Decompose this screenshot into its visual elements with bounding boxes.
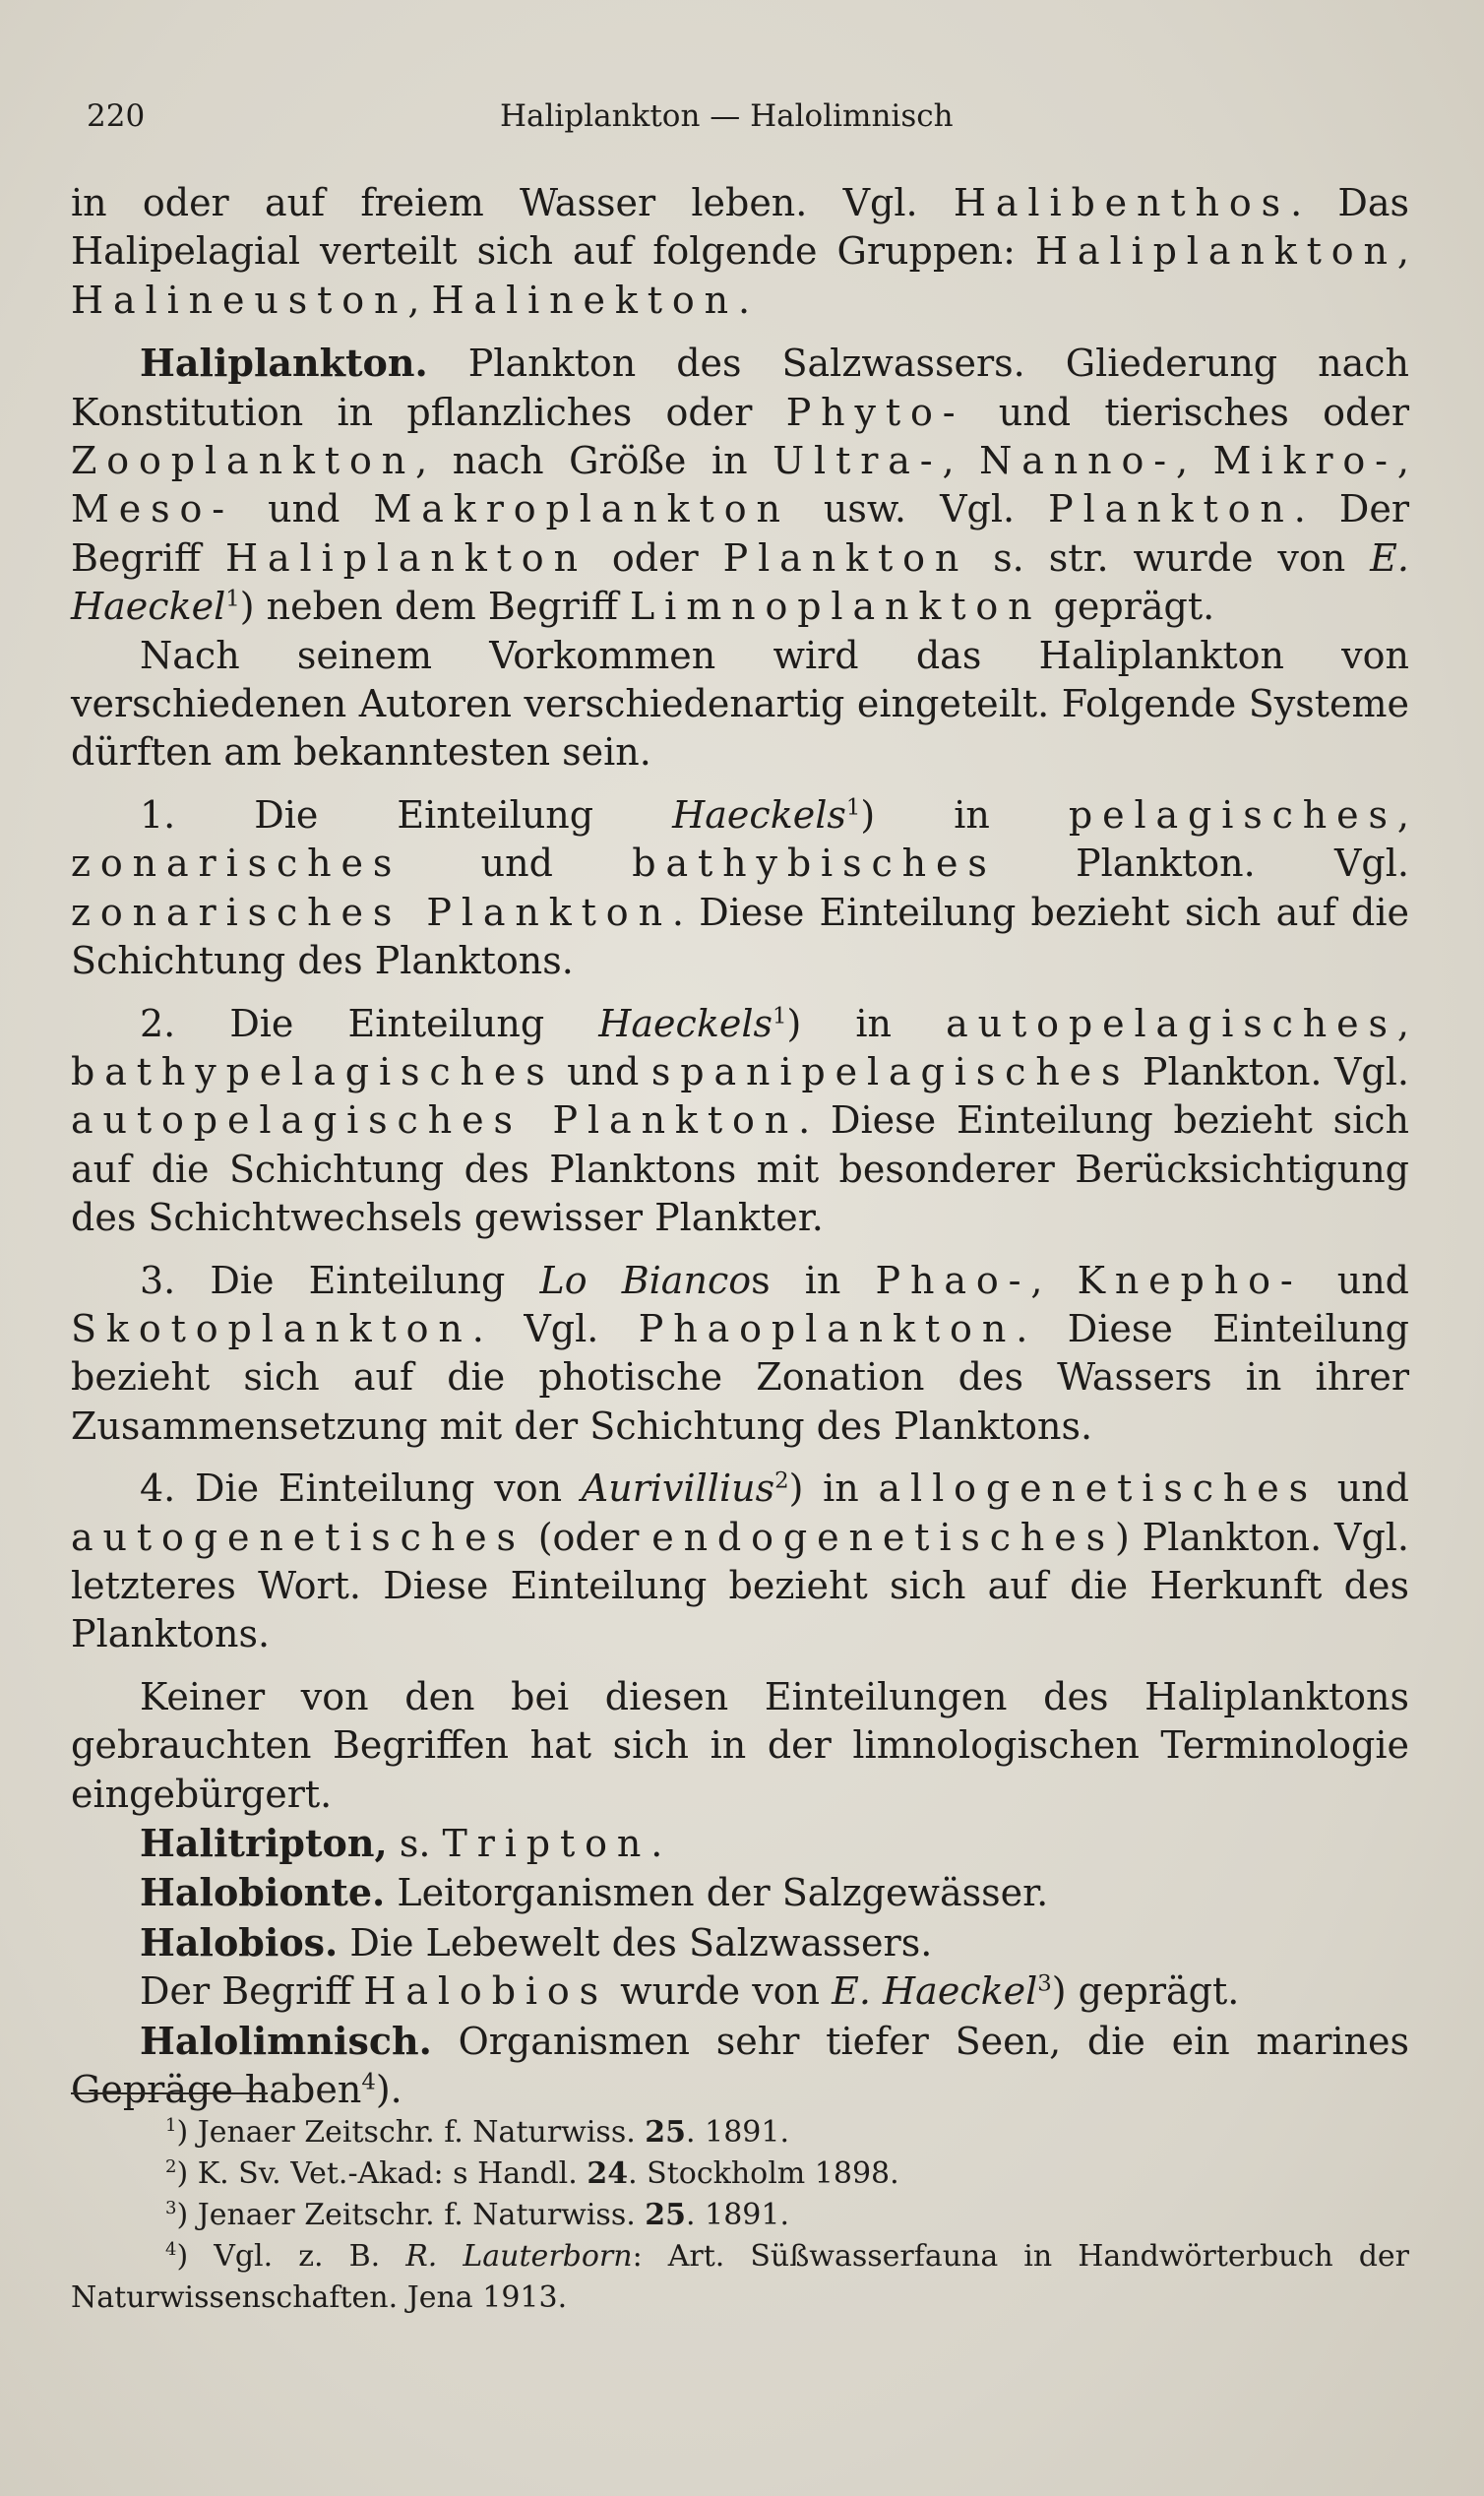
text: ) in xyxy=(786,1001,947,1045)
footnote-mark: 2 xyxy=(165,2156,177,2177)
term-nanno: Nanno- xyxy=(979,439,1176,483)
entry-halobionte xyxy=(71,1868,1409,1917)
list-item-3 xyxy=(71,1257,1409,1452)
term-zonarisches-plankton: zonarisches Plankton xyxy=(71,890,672,934)
term-zooplankton: Zooplankton xyxy=(71,439,416,483)
text: , xyxy=(1176,439,1213,483)
term-haliplankton: Haliplankton xyxy=(225,535,587,580)
volume: 24 xyxy=(587,2156,629,2191)
term-skotoplankton: Skotoplankton xyxy=(71,1306,472,1350)
text: ) geprägt. xyxy=(1051,1969,1240,2014)
term-plankton: Plankton xyxy=(722,535,969,580)
text: oder xyxy=(587,535,723,580)
footnote-divider xyxy=(71,2092,268,2094)
text: und xyxy=(554,1049,651,1093)
text: , xyxy=(1396,439,1409,483)
text: . xyxy=(738,278,751,322)
text: , xyxy=(1030,1258,1078,1302)
text: : Art. Süßwasserfauna in Handwörterbuch der Naturwissenschaften. Jena 1913. xyxy=(71,2239,1410,2315)
text: Plankton. Vgl. xyxy=(996,842,1409,886)
term-allogenetisches: allogenetisches xyxy=(878,1466,1318,1511)
footnote-mark: 4 xyxy=(165,2239,177,2260)
text: Organismen sehr tiefer Seen, die ein marines Gepräge haben xyxy=(71,2019,1409,2112)
term-plankton: Plankton xyxy=(1048,487,1294,531)
entry-head: Haliplankton. xyxy=(140,341,428,386)
text: ) Jenaer Zeitschr. f. Naturwiss. xyxy=(176,2198,646,2232)
paragraph-vorkommen: Nach seinem Vorkommen wird das Haliplankton von verschiedenen Autoren verschiedenartig eingeteilt. Folgende Systeme dürften am bekanntesten sein. xyxy=(71,633,1409,775)
footnote-ref: 1 xyxy=(225,586,240,612)
footnote-4 xyxy=(71,2236,1409,2319)
paragraph-begriff-halobios xyxy=(71,1967,1409,2016)
term-phaoplankton: Phaoplankton xyxy=(638,1306,1017,1350)
list-item-4 xyxy=(71,1465,1409,1659)
text: 2. Die Einteilung xyxy=(140,1001,599,1045)
paragraph-keiner: Keiner von den bei diesen Einteilungen des Haliplanktons gebrauchten Begriffen hat sich in der limnologischen Terminologie eingebürgert. xyxy=(71,1674,1409,1816)
entry-halitripton xyxy=(71,1819,1409,1868)
text: usw. Vgl. xyxy=(789,487,1049,531)
text: (oder xyxy=(525,1515,652,1559)
text: ) K. Sv. Vet.-Akad: s Handl. xyxy=(176,2156,587,2191)
text: und xyxy=(1302,1258,1409,1302)
text: , nach Größe in xyxy=(415,439,773,483)
text: , xyxy=(1396,792,1409,837)
text: 4. Die Einteilung von xyxy=(140,1466,582,1511)
term-tripton: Tripton xyxy=(442,1822,651,1865)
text: , xyxy=(407,278,432,322)
term-knepho: Knepho- xyxy=(1077,1258,1303,1302)
text: s. str. wurde von xyxy=(968,535,1371,580)
list-item-2 xyxy=(71,1000,1409,1243)
text: , xyxy=(942,439,980,483)
term-haliplankton: Haliplankton xyxy=(1034,229,1397,274)
text: und xyxy=(402,842,633,886)
term-halinekton: Halinekton xyxy=(431,278,739,322)
text: . Diese Einteilung bezieht sich auf die Schichtung des Planktons. xyxy=(71,890,1409,983)
running-title: Haliplankton — Halolimnisch xyxy=(500,98,954,134)
text: geprägt. xyxy=(1041,585,1215,629)
text: 1. Die Einteilung xyxy=(140,792,673,837)
author-haeckels: Haeckels xyxy=(672,792,846,837)
term-pelagisches: pelagisches xyxy=(1068,792,1397,837)
entry-haliplankton xyxy=(71,339,1409,631)
footnote-ref: 1 xyxy=(772,1002,787,1029)
text: ) in xyxy=(788,1466,879,1511)
term-autopelagisches: autopelagisches xyxy=(946,1001,1397,1045)
author-haeckel: E. Haeckel xyxy=(71,535,1409,629)
entry-head: Halolimnisch. xyxy=(140,2018,432,2063)
entry-head: Halitripton, xyxy=(140,1821,388,1865)
text: ) neben dem Begriff xyxy=(239,585,631,629)
list-item-1 xyxy=(71,791,1409,986)
author-haeckel: E. Haeckel xyxy=(832,1969,1038,2014)
author-lo-bianco: Lo Bianco xyxy=(539,1258,752,1302)
footnote-2 xyxy=(71,2153,1409,2195)
text: und xyxy=(1318,1466,1409,1511)
text: s in xyxy=(751,1258,876,1302)
text: . xyxy=(650,1822,663,1865)
author-haeckels: Haeckels xyxy=(598,1001,773,1045)
term-halibenthos: Halibenthos xyxy=(953,181,1291,224)
text: Leitorganismen der Salzgewässer. xyxy=(385,1871,1049,1915)
text: . Diese Einteilung bezieht sich auf die photische Zonation des Wassers in ihrer Zusammensetzung mit der Schichtung des Planktons. xyxy=(71,1306,1409,1448)
text: ) Plankton. Vgl. letzteres Wort. Diese Einteilung bezieht sich auf die Herkunft des Planktons. xyxy=(71,1515,1409,1656)
text: und tierisches oder xyxy=(964,390,1409,434)
text: Die Lebewelt des Salzwassers. xyxy=(338,1920,933,1965)
term-bathybisches: bathybisches xyxy=(632,842,997,886)
main-text xyxy=(71,179,1409,2114)
entry-head: Halobionte. xyxy=(140,1870,386,1915)
footnote-ref: 1 xyxy=(845,794,861,821)
term-zonarisches: zonarisches xyxy=(71,842,402,886)
text: und xyxy=(234,487,374,531)
entry-halolimnisch xyxy=(71,2017,1409,2115)
term-halobios: Halobios xyxy=(363,1969,609,2014)
text: Plankton. Vgl. xyxy=(1130,1049,1409,1093)
term-autogenetisches: autogenetisches xyxy=(71,1515,526,1559)
entry-halobios xyxy=(71,1918,1409,1967)
term-bathypelagisches: bathypelagisches xyxy=(71,1049,555,1093)
text: . Vgl. xyxy=(471,1306,639,1350)
text: Der Begriff xyxy=(140,1969,364,2014)
text: s. xyxy=(387,1822,443,1865)
footnote-ref: 4 xyxy=(361,2069,376,2095)
text: . 1891. xyxy=(686,2198,790,2232)
text: . Das Halipelagial verteilt sich auf folgende Gruppen: xyxy=(71,181,1410,274)
footnote-mark: 3 xyxy=(165,2198,177,2218)
text: ) Jenaer Zeitschr. f. Naturwiss. xyxy=(176,2115,646,2150)
text: . Stockholm 1898. xyxy=(628,2156,899,2191)
text: 3. Die Einteilung xyxy=(140,1258,540,1302)
text: . 1891. xyxy=(686,2115,790,2150)
text: , xyxy=(1396,229,1409,274)
text: in oder auf freiem Wasser leben. Vgl. xyxy=(71,181,954,224)
footnote-ref: 3 xyxy=(1037,1970,1052,1997)
text: ). xyxy=(375,2068,402,2112)
text: ) Vgl. z. B. xyxy=(176,2239,406,2274)
text: , xyxy=(1396,1001,1409,1045)
term-mikro: Mikro- xyxy=(1212,439,1397,483)
term-meso: Meso- xyxy=(71,487,235,531)
footnotes xyxy=(71,2112,1409,2319)
term-limnoplankton: Limnoplankton xyxy=(630,585,1042,629)
volume: 25 xyxy=(645,2115,687,2150)
text: . Diese Einteilung bezieht sich auf die Schichtung des Planktons mit besonderer Berücksichtigung des Schichtwechsels gewisser Plankter. xyxy=(71,1098,1409,1240)
text: Plankton des Salzwassers. Gliederung nach Konstitution in pflanzliches oder xyxy=(71,342,1409,434)
footnote-mark: 1 xyxy=(165,2115,177,2136)
footnote-ref: 2 xyxy=(774,1467,789,1494)
volume: 25 xyxy=(645,2198,687,2232)
footnote-3 xyxy=(71,2195,1409,2236)
term-makroplankton: Makroplankton xyxy=(373,487,790,531)
running-header xyxy=(87,98,1405,148)
text: ) in xyxy=(860,792,1069,837)
term-spanipelagisches: spanipelagisches xyxy=(650,1049,1131,1093)
term-endogenetisches: endogenetisches xyxy=(651,1515,1116,1559)
page-number: 220 xyxy=(87,98,146,134)
footnote-1 xyxy=(71,2112,1409,2153)
author-aurivillius: Aurivillius xyxy=(581,1466,775,1511)
term-halineuston: Halineuston xyxy=(71,278,408,322)
term-ultra: Ultra- xyxy=(773,439,943,483)
term-phao: Phao- xyxy=(875,1258,1031,1302)
entry-head: Halobios. xyxy=(140,1919,339,1965)
author-lauterborn: R. Lauterborn xyxy=(405,2239,633,2274)
term-autopelagisches-plankton: autopelagisches Plankton xyxy=(71,1098,799,1143)
text: . Der Begriff xyxy=(71,487,1410,580)
text: wurde von xyxy=(608,1969,833,2014)
paragraph-halipelagial xyxy=(71,179,1409,325)
term-phyto: Phyto- xyxy=(785,390,965,434)
